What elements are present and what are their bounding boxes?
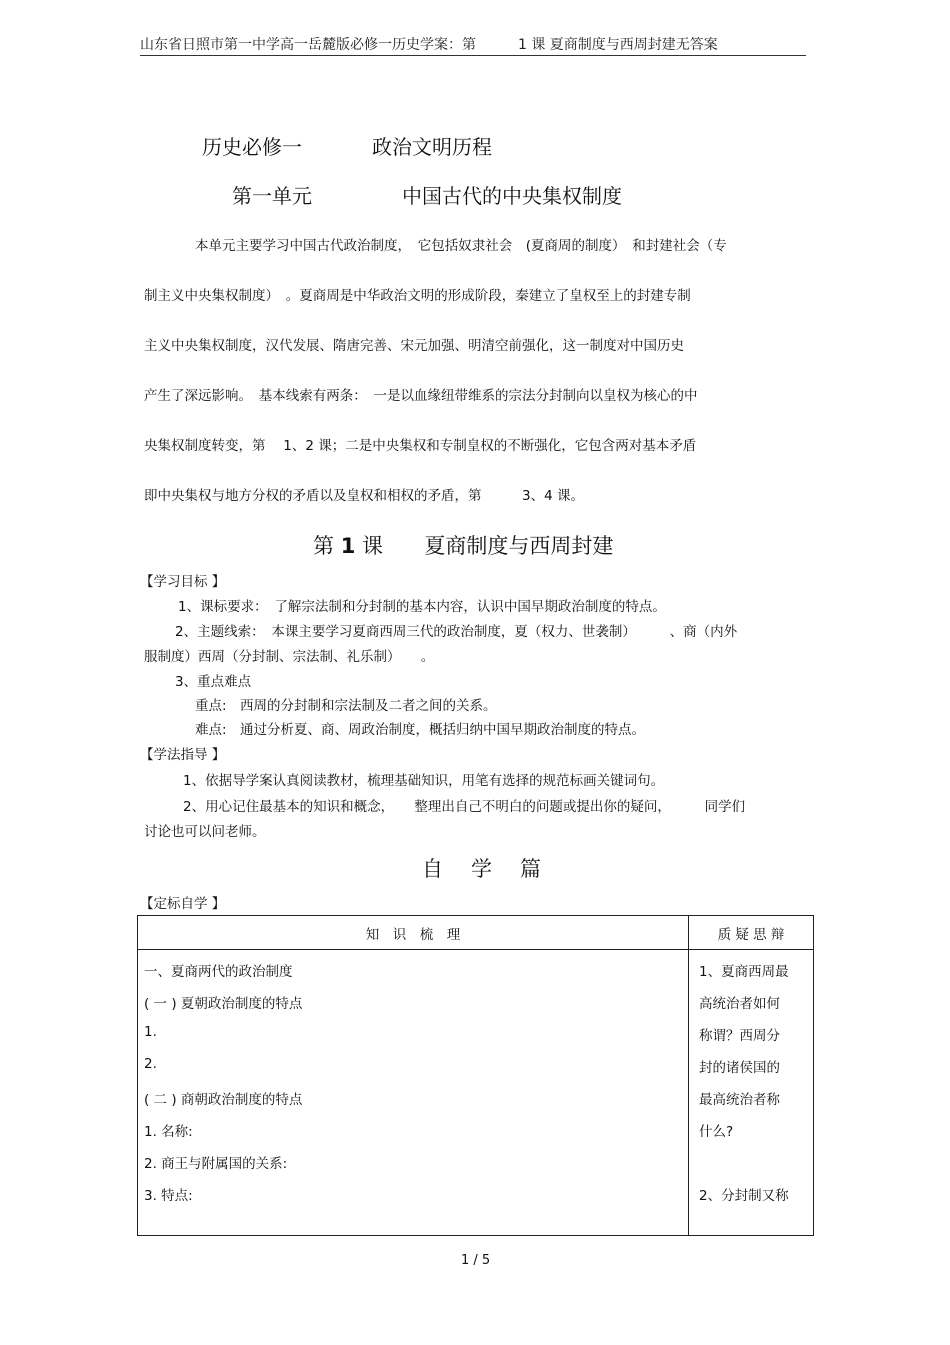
knowledge-line: ( 二 ) 商朝政治制度的特点	[144, 1092, 303, 1108]
intro-line-4: 产生了深远影响。 基本线索有两条： 一是以血缘纽带维系的宗法分封制向以皇权为核心的中	[144, 388, 698, 404]
col-header-knowledge: 知 识 梳 理	[138, 916, 689, 950]
intro-line-2: 制主义中央集权制度） 。夏商周是中华政治文明的形成阶段，秦建立了皇权至上的封建专制	[144, 288, 691, 304]
intro-line-6: 即中央集权与地方分权的矛盾以及皇权和相权的矛盾，第 3、4 课。	[144, 488, 584, 504]
method-item-1: 1、依据导学案认真阅读教材，梳理基础知识，用笔有选择的规范标画关键词句。	[183, 773, 665, 789]
running-header: 山东省日照市第一中学高一岳麓版必修一历史学案：第 1 课 夏商制度与西周封建无答案	[140, 37, 718, 53]
unit-subtitle: 中国古代的中央集权制度	[402, 184, 622, 208]
lesson-prefix: 第	[313, 534, 334, 558]
course-title: 历史必修一	[202, 135, 302, 159]
knowledge-line: 一、夏商两代的政治制度	[144, 964, 293, 980]
knowledge-line: ( 一 ) 夏朝政治制度的特点	[144, 996, 303, 1012]
goals-heading: 【学习目标 】	[140, 574, 226, 590]
self-study-heading: 【定标自学 】	[140, 896, 226, 912]
questions-cell	[689, 950, 814, 1236]
goal-item-3: 3、重点难点	[175, 674, 252, 690]
lesson-name: 夏商制度与西周封建	[424, 534, 614, 558]
knowledge-line: 2.	[144, 1056, 157, 1072]
lesson-title	[313, 530, 613, 560]
question-line: 什么?	[699, 1124, 734, 1140]
knowledge-line: 2. 商王与附属国的关系:	[144, 1156, 288, 1172]
intro-line-5: 央集权制度转变，第 1、2 课；二是中央集权和专制皇权的不断强化，它包含两对基本矛盾	[144, 438, 697, 454]
intro-line-1: 本单元主要学习中国古代政治制度， 它包括奴隶社会 (夏商周的制度） 和封建社会（专	[195, 238, 727, 254]
intro-line-3: 主义中央集权制度，汉代发展、隋唐完善、宋元加强、明清空前强化，这一制度对中国历史	[144, 338, 684, 354]
knowledge-cell	[138, 950, 689, 1236]
knowledge-line: 3. 特点:	[144, 1188, 193, 1204]
question-line: 最高统治者称	[699, 1092, 780, 1108]
goal-item-2-cont: 服制度）西周（分封制、宗法制、礼乐制） 。	[144, 649, 435, 665]
lesson-suffix: 课	[362, 534, 383, 558]
knowledge-table	[137, 915, 814, 1236]
goal-key-point: 重点: 西周的分封制和宗法制及二者之间的关系。	[195, 698, 497, 714]
question-line: 2、分封制又称	[699, 1188, 789, 1204]
question-line: 1、夏商西周最	[699, 964, 789, 980]
question-line: 高统治者如何	[699, 996, 780, 1012]
knowledge-line: 1. 名称:	[144, 1124, 193, 1140]
method-heading: 【学法指导 】	[140, 747, 226, 763]
unit-title: 第一单元	[232, 184, 312, 208]
col-header-questions: 质 疑 思 辩	[689, 916, 814, 950]
page-number: 1 / 5	[461, 1253, 491, 1268]
course-subtitle: 政治文明历程	[372, 135, 492, 159]
method-item-2: 2、用心记住最基本的知识和概念， 整理出自己不明白的问题或提出你的疑问， 同学们	[183, 799, 746, 815]
lesson-number: 1	[340, 534, 356, 558]
method-item-2-cont: 讨论也可以问老师。	[144, 824, 266, 840]
header-rule	[140, 55, 806, 56]
goal-difficulty: 难点: 通过分析夏、商、周政治制度，概括归纳中国早期政治制度的特点。	[195, 722, 646, 738]
knowledge-line: 1.	[144, 1024, 157, 1040]
question-line: 称谓？西周分	[699, 1028, 780, 1044]
goal-item-1: 1、课标要求： 了解宗法制和分封制的基本内容，认识中国早期政治制度的特点。	[178, 599, 666, 615]
section-title: 自学篇	[422, 857, 569, 881]
goal-item-2: 2、主题线索： 本课主要学习夏商西周三代的政治制度，夏（权力、世袭制） 、商（内外	[175, 624, 738, 640]
question-line: 封的诸侯国的	[699, 1060, 780, 1076]
